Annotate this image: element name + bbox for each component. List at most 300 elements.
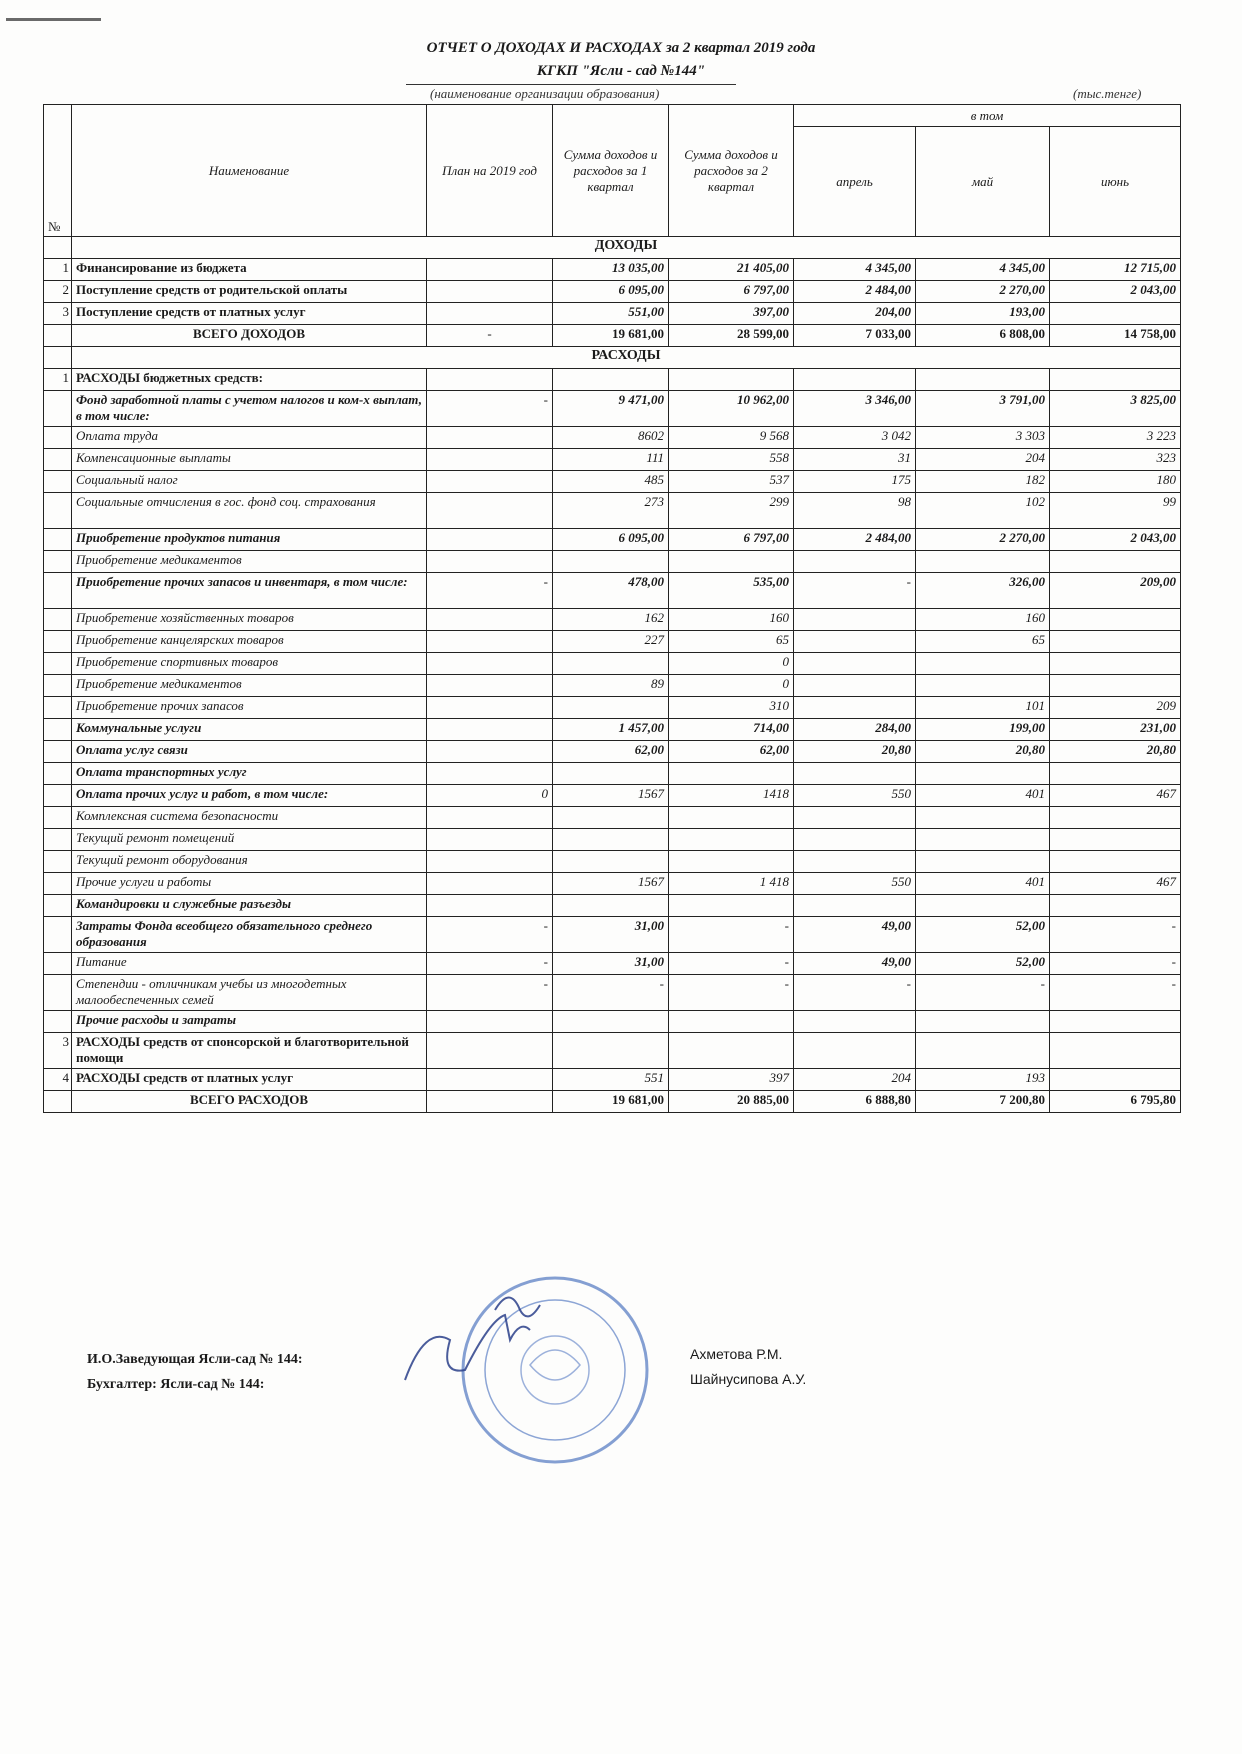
cell-plan	[427, 653, 553, 675]
cell-apr: 550	[794, 785, 916, 807]
cell-name: Оплата прочих услуг и работ, в том числе:	[72, 785, 427, 807]
cell-q1	[553, 369, 669, 391]
cell-q2: -	[669, 917, 794, 953]
table-row	[44, 573, 1181, 609]
cell-name: Приобретение медикаментов	[72, 675, 427, 697]
cell-q1	[553, 1011, 669, 1033]
scan-mark	[6, 18, 101, 21]
cell-no	[44, 391, 72, 427]
cell-q1: 162	[553, 609, 669, 631]
cell-apr: 20,80	[794, 741, 916, 763]
cell-q1: 6 095,00	[553, 281, 669, 303]
cell-jun: 467	[1050, 785, 1181, 807]
cell-may: 401	[916, 873, 1050, 895]
cell-may: 52,00	[916, 917, 1050, 953]
cell-q1: 9 471,00	[553, 391, 669, 427]
cell-name: Комплексная система безопасности	[72, 807, 427, 829]
cell-name: Приобретение медикаментов	[72, 551, 427, 573]
cell-q2: 0	[669, 653, 794, 675]
cell-q2	[669, 551, 794, 573]
table-row	[44, 873, 1181, 895]
cell-q1: -	[553, 975, 669, 1011]
cell-jun: 467	[1050, 873, 1181, 895]
cell-may: -	[916, 975, 1050, 1011]
total-plan: -	[427, 325, 553, 347]
cell-q1: 31,00	[553, 917, 669, 953]
cell-may	[916, 807, 1050, 829]
cell-jun: 209	[1050, 697, 1181, 719]
cell-jun	[1050, 369, 1181, 391]
cell-jun	[1050, 829, 1181, 851]
cell-q1	[553, 697, 669, 719]
cell-apr	[794, 1033, 916, 1069]
cell-may: 160	[916, 609, 1050, 631]
cell-name: Приобретение прочих запасов и инвентаря, в том числе:	[72, 573, 427, 609]
cell-name: Приобретение канцелярских товаров	[72, 631, 427, 653]
cell-q2	[669, 829, 794, 851]
cell-q1: 551,00	[553, 303, 669, 325]
cell-no	[44, 785, 72, 807]
cell-may	[916, 653, 1050, 675]
cell-no	[44, 697, 72, 719]
cell-apr	[794, 551, 916, 573]
cell-plan: -	[427, 953, 553, 975]
table-row	[44, 975, 1181, 1011]
accountant-signature-label: Бухгалтер: Ясли-сад № 144:	[87, 1377, 265, 1392]
total-apr: 6 888,80	[794, 1091, 916, 1113]
cell-apr	[794, 807, 916, 829]
cell-plan	[427, 895, 553, 917]
cell-no: 3	[44, 1033, 72, 1069]
cell-name: Фонд заработной платы с учетом налогов и ком-х выплат, в том числе:	[72, 391, 427, 427]
cell-apr	[794, 369, 916, 391]
cell-name: Оплата труда	[72, 427, 427, 449]
cell-name: Коммунальные услуги	[72, 719, 427, 741]
cell-plan: -	[427, 917, 553, 953]
cell-apr	[794, 851, 916, 873]
cell-q1: 31,00	[553, 953, 669, 975]
cell-plan	[427, 873, 553, 895]
table-row	[44, 719, 1181, 741]
cell-q2: 397	[669, 1069, 794, 1091]
cell-may: 101	[916, 697, 1050, 719]
cell-q1: 8602	[553, 427, 669, 449]
cell-q2	[669, 1011, 794, 1033]
cell-apr: 550	[794, 873, 916, 895]
cell-may	[916, 851, 1050, 873]
cell-plan	[427, 675, 553, 697]
cell-name: Степендии - отличникам учебы из многодетных малообеспеченных семей	[72, 975, 427, 1011]
cell-apr: 284,00	[794, 719, 916, 741]
cell-plan	[427, 697, 553, 719]
cell-q2	[669, 895, 794, 917]
cell-q1: 1567	[553, 785, 669, 807]
cell-q2: 6 797,00	[669, 281, 794, 303]
cell-no	[44, 895, 72, 917]
total-may: 6 808,00	[916, 325, 1050, 347]
cell-name: Компенсационные выплаты	[72, 449, 427, 471]
cell-may: 193	[916, 1069, 1050, 1091]
cell-plan	[427, 471, 553, 493]
cell-jun	[1050, 653, 1181, 675]
cell-may	[916, 369, 1050, 391]
cell-no	[44, 873, 72, 895]
cell-plan: -	[427, 975, 553, 1011]
cell-apr	[794, 653, 916, 675]
table-row	[44, 1033, 1181, 1069]
cell-spacer	[44, 325, 72, 347]
cell-no: 4	[44, 1069, 72, 1091]
expense-body	[44, 347, 1181, 1113]
cell-name: Социальные отчисления в гос. фонд соц. страхования	[72, 493, 427, 529]
cell-plan	[427, 427, 553, 449]
cell-may: 4 345,00	[916, 259, 1050, 281]
cell-plan	[427, 303, 553, 325]
unit-note: (тыс.тенге)	[1073, 86, 1142, 101]
cell-jun: 209,00	[1050, 573, 1181, 609]
cell-jun	[1050, 895, 1181, 917]
cell-q1: 1567	[553, 873, 669, 895]
cell-jun	[1050, 551, 1181, 573]
cell-q1: 89	[553, 675, 669, 697]
cell-q1: 478,00	[553, 573, 669, 609]
table-row	[44, 763, 1181, 785]
table-row	[44, 953, 1181, 975]
cell-q1: 13 035,00	[553, 259, 669, 281]
total-may: 7 200,80	[916, 1091, 1050, 1113]
total-name: ВСЕГО ДОХОДОВ	[72, 325, 427, 347]
cell-plan	[427, 259, 553, 281]
cell-name: Поступление средств от родительской оплаты	[72, 281, 427, 303]
cell-apr	[794, 763, 916, 785]
cell-plan: -	[427, 391, 553, 427]
cell-may	[916, 829, 1050, 851]
cell-no	[44, 953, 72, 975]
total-jun: 14 758,00	[1050, 325, 1181, 347]
cell-apr: 204,00	[794, 303, 916, 325]
cell-q1: 227	[553, 631, 669, 653]
cell-q1	[553, 763, 669, 785]
cell-name: Приобретение спортивных товаров	[72, 653, 427, 675]
cell-q2: 9 568	[669, 427, 794, 449]
cell-no	[44, 551, 72, 573]
report-table	[43, 104, 1181, 1113]
cell-q2: 537	[669, 471, 794, 493]
cell-jun: -	[1050, 975, 1181, 1011]
total-row	[44, 325, 1181, 347]
report-title: ОТЧЕТ О ДОХОДАХ И РАСХОДАХ за 2 квартал 2019 года	[426, 40, 816, 56]
cell-jun	[1050, 303, 1181, 325]
cell-plan	[427, 529, 553, 551]
cell-q1	[553, 1033, 669, 1069]
cell-name: Приобретение прочих запасов	[72, 697, 427, 719]
cell-q1: 485	[553, 471, 669, 493]
cell-jun: -	[1050, 917, 1181, 953]
table-row	[44, 697, 1181, 719]
cell-no	[44, 653, 72, 675]
cell-apr	[794, 675, 916, 697]
org-underline	[406, 84, 736, 85]
cell-name: Поступление средств от платных услуг	[72, 303, 427, 325]
col-jun: июнь	[1050, 127, 1181, 237]
table-row	[44, 807, 1181, 829]
table-row	[44, 653, 1181, 675]
cell-no	[44, 1011, 72, 1033]
accountant-name: Шайнусипова А.У.	[690, 1371, 807, 1387]
table-row	[44, 1069, 1181, 1091]
org-note: (наименование организации образования)	[430, 86, 660, 101]
cell-no	[44, 529, 72, 551]
col-name: Наименование	[72, 105, 427, 237]
cell-jun: 20,80	[1050, 741, 1181, 763]
cell-no	[44, 741, 72, 763]
cell-plan	[427, 551, 553, 573]
col-apr: апрель	[794, 127, 916, 237]
table-row	[44, 631, 1181, 653]
cell-spacer	[44, 1091, 72, 1113]
col-q2: Сумма доходов и расходов за 2 квартал	[669, 105, 794, 237]
cell-plan	[427, 1011, 553, 1033]
cell-q1: 6 095,00	[553, 529, 669, 551]
cell-apr: 3 042	[794, 427, 916, 449]
cell-no	[44, 807, 72, 829]
cell-name: РАСХОДЫ бюджетных средств:	[72, 369, 427, 391]
cell-q2: 65	[669, 631, 794, 653]
table-row	[44, 493, 1181, 529]
table-row	[44, 675, 1181, 697]
cell-plan	[427, 829, 553, 851]
cell-plan	[427, 763, 553, 785]
cell-no	[44, 631, 72, 653]
cell-plan	[427, 1069, 553, 1091]
cell-q1	[553, 653, 669, 675]
cell-q1: 551	[553, 1069, 669, 1091]
cell-apr	[794, 1011, 916, 1033]
cell-q2: 714,00	[669, 719, 794, 741]
cell-no	[44, 851, 72, 873]
cell-may: 401	[916, 785, 1050, 807]
cell-no	[44, 609, 72, 631]
cell-apr	[794, 609, 916, 631]
cell-q2: 160	[669, 609, 794, 631]
table-row	[44, 895, 1181, 917]
cell-plan	[427, 851, 553, 873]
cell-apr: 3 346,00	[794, 391, 916, 427]
cell-name: Финансирование из бюджета	[72, 259, 427, 281]
cell-jun: 2 043,00	[1050, 529, 1181, 551]
cell-no: 1	[44, 259, 72, 281]
cell-jun: 2 043,00	[1050, 281, 1181, 303]
cell-apr: 204	[794, 1069, 916, 1091]
cell-q1	[553, 551, 669, 573]
cell-q2	[669, 851, 794, 873]
cell-no	[44, 427, 72, 449]
cell-may	[916, 763, 1050, 785]
income-body	[44, 237, 1181, 347]
cell-jun: -	[1050, 953, 1181, 975]
table-row	[44, 609, 1181, 631]
col-may: май	[916, 127, 1050, 237]
cell-may	[916, 1033, 1050, 1069]
total-q1: 19 681,00	[553, 1091, 669, 1113]
cell-plan	[427, 741, 553, 763]
cell-apr	[794, 697, 916, 719]
total-name: ВСЕГО РАСХОДОВ	[72, 1091, 427, 1113]
table-row	[44, 551, 1181, 573]
cell-q2: -	[669, 953, 794, 975]
cell-name: Текущий ремонт оборудования	[72, 851, 427, 873]
cell-jun	[1050, 851, 1181, 873]
table-row	[44, 471, 1181, 493]
cell-may: 3 791,00	[916, 391, 1050, 427]
cell-q2: 10 962,00	[669, 391, 794, 427]
cell-plan	[427, 719, 553, 741]
cell-jun: 12 715,00	[1050, 259, 1181, 281]
cell-q2	[669, 369, 794, 391]
table-row	[44, 1011, 1181, 1033]
cell-may	[916, 551, 1050, 573]
cell-q2: -	[669, 975, 794, 1011]
head-name: Ахметова Р.М.	[690, 1346, 783, 1362]
cell-jun: 180	[1050, 471, 1181, 493]
cell-name: Прочие услуги и работы	[72, 873, 427, 895]
col-group: в том	[794, 105, 1181, 127]
cell-may: 52,00	[916, 953, 1050, 975]
cell-jun: 99	[1050, 493, 1181, 529]
organization-name: КГКП "Ясли - сад №144"	[536, 63, 706, 79]
total-plan	[427, 1091, 553, 1113]
cell-apr: -	[794, 975, 916, 1011]
cell-jun: 231,00	[1050, 719, 1181, 741]
cell-jun: 3 223	[1050, 427, 1181, 449]
cell-no	[44, 975, 72, 1011]
head-signature-label: И.О.Заведующая Ясли-сад № 144:	[87, 1352, 303, 1367]
cell-apr	[794, 829, 916, 851]
cell-q2: 558	[669, 449, 794, 471]
cell-plan	[427, 449, 553, 471]
cell-apr: 175	[794, 471, 916, 493]
table-row	[44, 851, 1181, 873]
cell-no	[44, 493, 72, 529]
cell-may	[916, 675, 1050, 697]
table-row	[44, 829, 1181, 851]
table-row	[44, 391, 1181, 427]
cell-no	[44, 449, 72, 471]
cell-name: Прочие расходы и затраты	[72, 1011, 427, 1033]
col-q1: Сумма доходов и расходов за 1 квартал	[553, 105, 669, 237]
total-q2: 28 599,00	[669, 325, 794, 347]
cell-q2: 535,00	[669, 573, 794, 609]
cell-name: Приобретение хозяйственных товаров	[72, 609, 427, 631]
cell-apr: -	[794, 573, 916, 609]
cell-may: 182	[916, 471, 1050, 493]
cell-jun	[1050, 675, 1181, 697]
cell-apr	[794, 631, 916, 653]
cell-q2: 1418	[669, 785, 794, 807]
total-q2: 20 885,00	[669, 1091, 794, 1113]
cell-jun	[1050, 609, 1181, 631]
cell-jun	[1050, 1011, 1181, 1033]
col-plan: План на 2019 год	[427, 105, 553, 237]
cell-q1	[553, 895, 669, 917]
cell-jun	[1050, 763, 1181, 785]
cell-no: 2	[44, 281, 72, 303]
cell-q2: 21 405,00	[669, 259, 794, 281]
table-row	[44, 427, 1181, 449]
cell-q2	[669, 1033, 794, 1069]
cell-name: Оплата транспортных услуг	[72, 763, 427, 785]
col-no: №	[44, 105, 72, 237]
cell-name: РАСХОДЫ средств от спонсорской и благотворительной помощи	[72, 1033, 427, 1069]
table-row	[44, 529, 1181, 551]
cell-q1	[553, 829, 669, 851]
section-expenses: РАСХОДЫ	[72, 347, 1181, 369]
cell-plan	[427, 369, 553, 391]
cell-may: 20,80	[916, 741, 1050, 763]
cell-name: Социальный налог	[72, 471, 427, 493]
cell-apr: 49,00	[794, 953, 916, 975]
cell-apr: 49,00	[794, 917, 916, 953]
cell-q1: 273	[553, 493, 669, 529]
cell-name: Текущий ремонт помещений	[72, 829, 427, 851]
cell-no: 3	[44, 303, 72, 325]
cell-no	[44, 675, 72, 697]
cell-may	[916, 895, 1050, 917]
cell-no	[44, 471, 72, 493]
cell-may: 2 270,00	[916, 281, 1050, 303]
cell-q2: 62,00	[669, 741, 794, 763]
section-income: ДОХОДЫ	[72, 237, 1181, 259]
cell-may: 193,00	[916, 303, 1050, 325]
cell-name: Командировки и служебные разъезды	[72, 895, 427, 917]
cell-plan	[427, 493, 553, 529]
cell-q2: 299	[669, 493, 794, 529]
table-row	[44, 281, 1181, 303]
cell-name: Оплата услуг связи	[72, 741, 427, 763]
cell-q1: 111	[553, 449, 669, 471]
cell-jun: 323	[1050, 449, 1181, 471]
cell-apr: 2 484,00	[794, 529, 916, 551]
cell-apr: 4 345,00	[794, 259, 916, 281]
cell-q2: 310	[669, 697, 794, 719]
cell-no	[44, 763, 72, 785]
cell-plan	[427, 1033, 553, 1069]
cell-may: 3 303	[916, 427, 1050, 449]
cell-may: 326,00	[916, 573, 1050, 609]
cell-plan: 0	[427, 785, 553, 807]
cell-name: Затраты Фонда всеобщего обязательного среднего образования	[72, 917, 427, 953]
table-row	[44, 785, 1181, 807]
cell-q2	[669, 763, 794, 785]
total-jun: 6 795,80	[1050, 1091, 1181, 1113]
cell-jun: 3 825,00	[1050, 391, 1181, 427]
cell-q2: 397,00	[669, 303, 794, 325]
table-row	[44, 303, 1181, 325]
cell-may: 2 270,00	[916, 529, 1050, 551]
cell-plan	[427, 631, 553, 653]
cell-may: 204	[916, 449, 1050, 471]
table-row	[44, 369, 1181, 391]
cell-q2: 6 797,00	[669, 529, 794, 551]
cell-no: 1	[44, 369, 72, 391]
total-apr: 7 033,00	[794, 325, 916, 347]
table-row	[44, 741, 1181, 763]
cell-apr: 98	[794, 493, 916, 529]
cell-plan	[427, 807, 553, 829]
cell-may: 199,00	[916, 719, 1050, 741]
cell-plan: -	[427, 573, 553, 609]
cell-apr: 2 484,00	[794, 281, 916, 303]
